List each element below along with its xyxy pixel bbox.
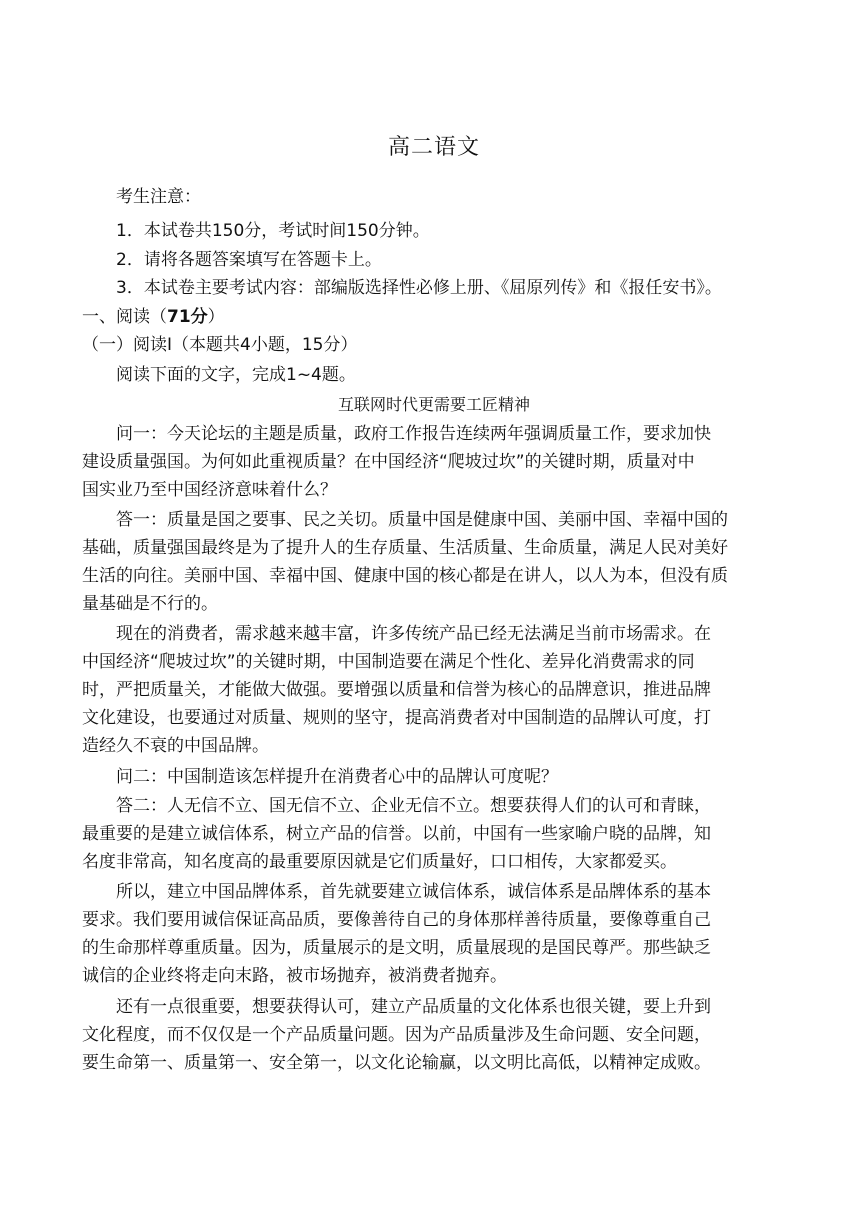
article-line: 所以，建立中国品牌体系，首先就要建立诚信体系，诚信体系是品牌体系的基本 — [116, 882, 711, 902]
article-line: 中国经济“爬坡过坎”的关键时期，中国制造要在满足个性化、差异化消费需求的同 — [82, 652, 695, 672]
article-line: 文化程度，而不仅仅是一个产品质量问题。因为产品质量涉及生命问题、安全问题， — [82, 1025, 711, 1045]
notice-item-2: 2．请将各题答案填写在答题卡上。 — [116, 250, 382, 270]
section-heading — [82, 306, 225, 328]
article-line: 生活的向往。美丽中国、幸福中国、健康中国的核心都是在讲人，以人为本，但没有质 — [82, 566, 728, 586]
page-title: 高二语文 — [387, 135, 480, 160]
notice-heading: 考生注意： — [116, 187, 201, 207]
article-line: 答二：人无信不立、国无信不立、企业无信不立。想要获得人们的认可和青睐， — [116, 796, 711, 816]
reading-instruction: 阅读下面的文字，完成1~4题。 — [116, 365, 356, 385]
section-heading-suffix: ） — [207, 307, 225, 327]
article-line: 造经久不衰的中国品牌。 — [82, 736, 269, 756]
article-line: 名度非常高，知名度高的最重要原因就是它们质量好，口口相传，大家都爱买。 — [82, 852, 677, 872]
article-line: 建设质量强国。为何如此重视质量？在中国经济“爬坡过坎”的关键时期，质量对中 — [82, 452, 695, 472]
section-heading-prefix: 一、阅读（ — [82, 307, 167, 327]
article-line: 国实业乃至中国经济意味着什么？ — [82, 480, 337, 500]
article-line: 答一：质量是国之要事、民之关切。质量中国是健康中国、美丽中国、幸福中国的 — [116, 510, 728, 530]
sub-section-heading: （一）阅读I（本题共4小题，15分） — [82, 335, 358, 355]
notice-item-1: 1．本试卷共150分，考试时间150分钟。 — [116, 221, 430, 241]
article-line: 量基础是不行的。 — [82, 594, 218, 614]
article-line: 最重要的是建立诚信体系，树立产品的信誉。以前，中国有一些家喻户晓的品牌，知 — [82, 824, 711, 844]
article-line: 还有一点很重要，想要获得认可，建立产品质量的文化体系也很关键，要上升到 — [116, 997, 711, 1017]
article-line: 现在的消费者，需求越来越丰富，许多传统产品已经无法满足当前市场需求。在 — [116, 624, 711, 644]
article-line: 问二：中国制造该怎样提升在消费者心中的品牌认可度呢？ — [116, 767, 558, 787]
article-line: 时，严把质量关，才能做大做强。要增强以质量和信誉为核心的品牌意识，推进品牌 — [82, 680, 711, 700]
notice-item-3: 3．本试卷主要考试内容：部编版选择性必修上册、《屈原列传》和《报任安书》。 — [116, 278, 722, 298]
article-line: 文化建设，也要通过对质量、规则的坚守，提高消费者对中国制造的品牌认可度，打 — [82, 708, 711, 728]
article-line: 要生命第一、质量第一、安全第一，以文化论输赢，以文明比高低，以精神定成败。 — [82, 1053, 711, 1073]
article-line: 的生命那样尊重质量。因为，质量展示的是文明，质量展现的是国民尊严。那些缺乏 — [82, 938, 711, 958]
article-line: 问一：今天论坛的主题是质量，政府工作报告连续两年强调质量工作，要求加快 — [116, 424, 711, 444]
article-line: 基础，质量强国最终是为了提升人的生存质量、生活质量、生命质量，满足人民对美好 — [82, 538, 728, 558]
article-title: 互联网时代更需要工匠精神 — [337, 395, 530, 414]
article-line: 诚信的企业终将走向末路，被市场抛弃，被消费者抛弃。 — [82, 966, 507, 986]
article-line: 要求。我们要用诚信保证高品质，要像善待自己的身体那样善待质量，要像尊重自己 — [82, 910, 711, 930]
section-heading-score: 71分 — [167, 307, 208, 327]
